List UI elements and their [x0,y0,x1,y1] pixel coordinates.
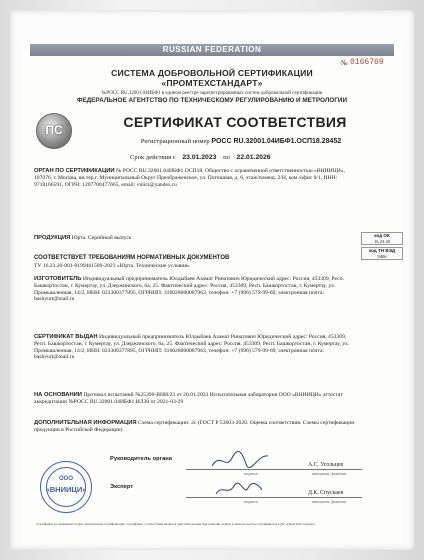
product-head: ПРОДУКЦИЯ [34,235,71,241]
serial-number: 0166769 [350,58,384,67]
valid-to: 22.01.2026 [236,154,271,161]
basis-text: Протокол испытаний №25390-ВНИ/23 от 20.01.2023 Испытательная лаборатория ООО «ВНИИЦИ» аттестат аккредитации №РОСС RU.32001.04ИБФ1.ИЛ30 от 2021-03-29 [34,392,343,405]
expert-signature-line [186,497,362,498]
tnved-label: код ТН ВЭД [368,248,396,253]
issued-to-text: Индивидуальный предприниматель Юлдыбаев Азамат Ринатович Юридический адрес: Россия, 453309, Респ. Башкортостан, г. Кумертау, ул. Дзержинского, 6а, 25. Фактический адрес: Россия, 453309, Респ. Башкортостан, г. Кумертау, ул. Промышленная, 14/2, ИНН: 023300377895, ОГРНИП: 316028000087963, телефон: +7 (996) 579-99-69, электронная почта: bashyurt@mail.ru [34,334,350,361]
country-ribbon: RUSSIAN FEDERATION [162,45,262,54]
okpd-label: код ОК [374,233,390,238]
product-section [34,235,334,242]
extra-text: Схема сертификации: 2с (ГОСТ Р 53603-2020. Оценка соответствия. Схемы сертификации продукции в Российской Федерации). [34,420,355,433]
expert-signature-label: Эксперт [110,484,134,490]
issued-to-head: СЕРТИФИКАТ ВЫДАН [34,334,98,340]
registry-line: №РОСС RU.32001.04ИБФ1 в едином реестре зарегистрированных систем добровольной сертификации [101,91,323,96]
reg-number-value: РОСС RU.32001.04ИБФ1.ОСП18.28452 [211,138,342,145]
expert-signature-caption: подпись [244,499,258,504]
validity-period [130,154,276,161]
system-title-line2: «ПРОМТЕХСТАНДАРТ» [161,78,263,88]
footer-note: Сертификат не применяется при обязательной сертификации. Сертификат соответствия является действительным при наличии записи в едином реестре сертификатов СДС «ПромТехСтандарт» [36,522,316,526]
head-signature-scribble [210,448,270,472]
certificate-title: СЕРТИФИКАТ СООТВЕТСТВИЯ [123,114,347,130]
expert-signature-scribble [214,478,264,500]
extra-head: ДОПОЛНИТЕЛЬНАЯ ИНФОРМАЦИЯ [34,420,137,426]
logo-text: ПС [45,123,63,137]
requirements-text: ТУ 16.23.20-001-0199461589-2023 «Юрта. Технические условия» [34,263,190,269]
okpd-value: 16.23.20 [373,238,391,244]
tnved-value: 9406 [377,253,387,259]
head-name: А.С. Усольцев [308,462,344,468]
manufacturer-head: ИЗГОТОВИТЕЛЬ [34,276,82,282]
additional-info-section [34,420,358,434]
basis-head: НА ОСНОВАНИИ [34,392,82,398]
system-title [30,68,394,88]
seal-top-text: ООО [58,476,73,482]
registration-number [96,138,386,145]
manufacturer-section [34,276,358,303]
manufacturer-text: Индивидуальный предприниматель Юлдыбаев Азамат Ринатович Юридический адрес: Россия, 453309, Респ. Башкортостан, г. Кумертау, ул. Дзержинского, 6а, 25. Фактический адрес: Россия, 453309, Респ. Башкортостан, г. Кумертау, ул. Промышленная, 14/2, ИНН: 023300377895, ОГРНИП: 316028000087963, телефон: +7 (996) 579-99-69, электронная почта: bashyurt@mail.ru [34,276,344,303]
basis-section [34,392,358,406]
organization-seal [40,461,92,513]
expert-name: Д.К. Спускаев [308,490,344,496]
valid-from: 23.01.2023 [182,154,217,161]
seal-name-text: «ВНИИЦИ» [45,485,87,494]
serial-label: № [341,59,348,67]
head-initials-caption: инициалы, фамилия [312,471,347,476]
product-text: Юрта. Серийный выпуск [71,235,132,241]
system-title-line1: СИСТЕМА ДОБРОВОЛЬНОЙ СЕРТИФИКАЦИИ [111,68,313,78]
certification-body [34,168,358,188]
validity-to-label: по [223,154,230,161]
reg-number-label: Регистрационный номер [140,138,210,145]
head-signature-label: Руководитель органа [110,456,173,462]
expert-initials-caption: инициалы, фамилия [312,499,347,504]
system-logo [36,113,72,149]
head-signature-caption: подпись [244,471,258,476]
validity-label: Срок действия с [130,154,176,161]
organ-head: ОРГАН ПО СЕРТИФИКАЦИИ [34,168,115,174]
issued-to-section [34,334,358,361]
okpd-code-box [361,232,403,245]
agency-name: ФЕДЕРАЛЬНОЕ АГЕНТСТВО ПО ТЕХНИЧЕСКОМУ РЕГУЛИРОВАНИЮ И МЕТРОЛОГИИ [76,97,348,104]
organ-text: № РОСС RU.32001.04ИБФ1.ОСП18, Общество с ограниченной ответственностью «ВНИИЦИ», 107076, г. Москва, вн.тер.г. Муниципальный Округ Преображенское, ул. Потешная, д. 6, этаж/помещ. 2/Н, ком./офис 9/1, ИНН: 9718166591, ОГРН: 1207700477665, email: vniici@yandex.ru [34,168,345,188]
requirements-head: СООТВЕТСТВУЕТ ТРЕБОВАНИЯМ НОРМАТИВНЫХ ДОКУМЕНТОВ [34,255,230,261]
